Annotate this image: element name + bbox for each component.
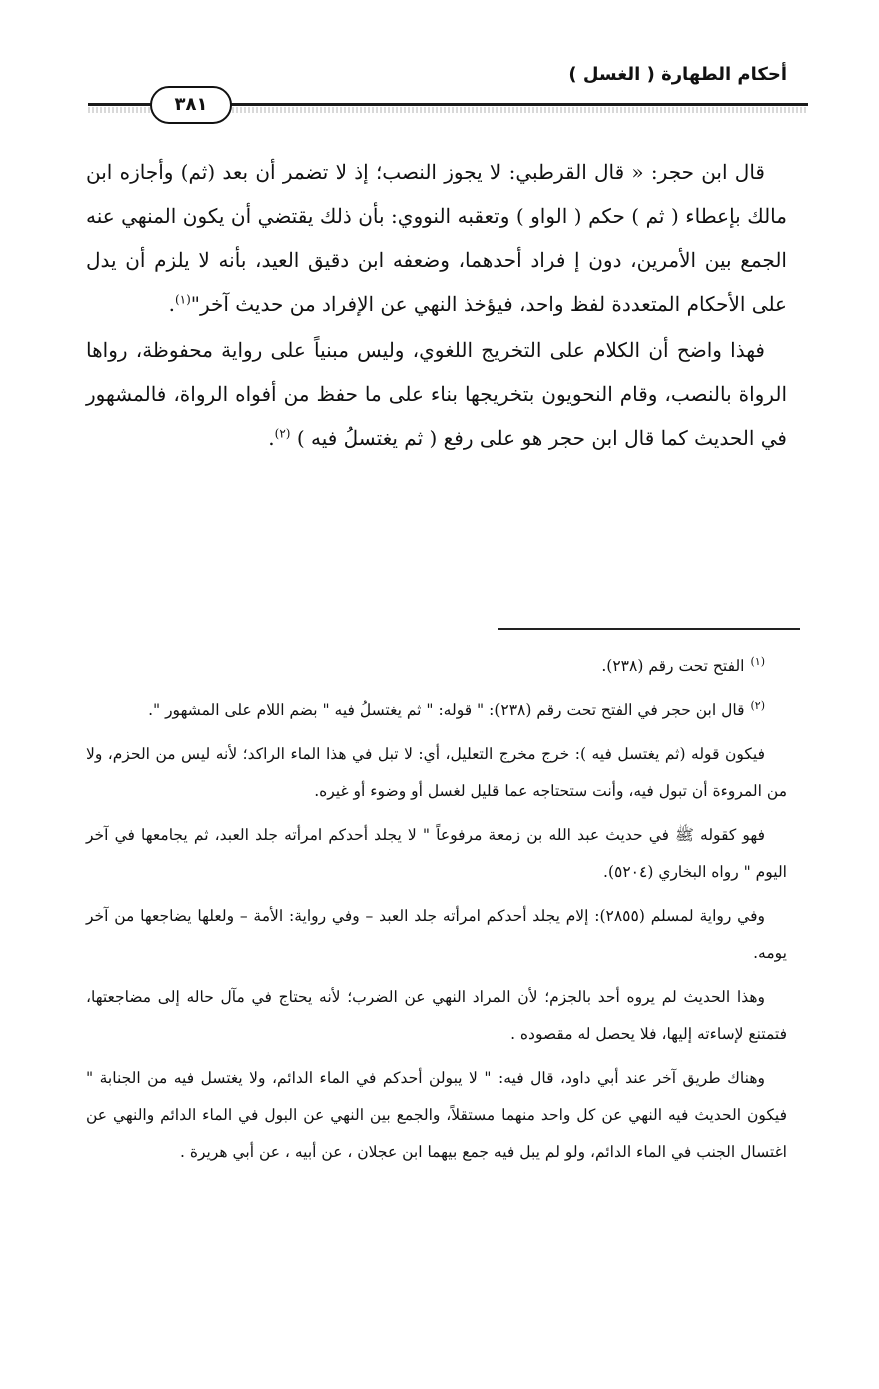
running-title: أحكام الطهارة ( الغسل ) — [568, 64, 787, 85]
footnote-text: وهناك طريق آخر عند أبي داود، قال فيه: " لا يبولن أحدكم في الماء الدائم، ولا يغتسل فيه من الجنابة " فيكون الحديث فيه النهي عن كل واحد منهما مستقلاً، والجمع بين النهي عن البول في الماء الدائم والنهي عن اغتسال الجنب في الماء الدائم، ولو لم يبل فيه جمع بيهما ابن عجلان ، عن أبيه ، عن أبي هريرة . — [86, 1069, 787, 1161]
paragraph-text: فهذا واضح أن الكلام على التخريج اللغوي، وليس مبنياً على رواية محفوظة، رواها الرواة بالنصب، وقام النحويون بتخريجها بناء على ما حفظ من أفواه الرواة، فالمشهور في الحديث كما قال ابن حجر هو على رفع ( ثم يغتسلُ فيه ) — [86, 338, 787, 450]
footnote-text: فيكون قوله (ثم يغتسل فيه ): خرج مخرج التعليل، أي: لا تبل في هذا الماء الراكد؛ لأنه ليس من الحزم، ولا من المروءة أن تبول فيه، وأنت ستحتاجه عما قليل لغسل أو وضوء أو غيره. — [86, 745, 787, 800]
paragraph-text: قال ابن حجر: « قال القرطبي: لا يجوز النصب؛ إذ لا تضمر أن بعد (ثم) وأجازه ابن مالك بإعطاء ( ثم ) حكم ( الواو ) وتعقبه النووي: بأن ذلك يقتضي أن يكون المنهي عنه الجمع بين الأمرين، دون إ فراد أحدهما، وضعفه ابن دقيق العيد، بأنه لا يلزم أن يدل على الأحكام المتعددة لفظ واحد، فيؤخذ النهي عن الإفراد من حديث آخر" — [86, 160, 787, 316]
footnote-text: الفتح تحت رقم (٢٣٨). — [601, 657, 745, 675]
page-number-badge: ٣٨١ — [150, 86, 232, 124]
footnote — [86, 692, 787, 729]
body-paragraph — [86, 328, 787, 460]
body-paragraph — [86, 150, 787, 326]
footnotes — [86, 648, 787, 1178]
footnote — [86, 648, 787, 685]
footnote-continuation — [86, 736, 787, 810]
footnote-reference: (١) — [174, 292, 191, 307]
footnote-number: (٢) — [750, 698, 765, 712]
footnote-continuation — [86, 898, 787, 972]
footnote-continuation — [86, 817, 787, 891]
paragraph-end: . — [268, 426, 275, 450]
footnote-continuation — [86, 1060, 787, 1171]
paragraph-end: . — [168, 292, 175, 316]
footnote-number: (١) — [750, 654, 765, 668]
footnote-reference: (٢) — [274, 426, 291, 441]
footnote-continuation — [86, 979, 787, 1053]
footnote-text: فهو كقوله ﷺ في حديث عبد الله بن زمعة مرفوعاً " لا يجلد أحدكم امرأته جلد العبد، ثم يجامعها في آخر اليوم " رواه البخاري (٥٢٠٤). — [86, 826, 787, 881]
footnote-text: وهذا الحديث لم يروه أحد بالجزم؛ لأن المراد النهي عن الضرب؛ لأنه يحتاج في مآل حاله إلى مضاجعتها، فتمتنع لإساءته إليها، فلا يحصل له مقصوده . — [86, 988, 787, 1043]
main-text — [86, 150, 787, 462]
footnote-text: وفي رواية لمسلم (٢٨٥٥): إلام يجلد أحدكم امرأته جلد العبد – وفي رواية: الأمة – ولعلها يضاجعها من آخر يومه. — [86, 907, 787, 962]
footnote-text: قال ابن حجر في الفتح تحت رقم (٢٣٨): " قوله: " ثم يغتسلُ فيه " بضم اللام على المشهور ". — [148, 701, 745, 719]
footnote-separator — [498, 628, 800, 630]
